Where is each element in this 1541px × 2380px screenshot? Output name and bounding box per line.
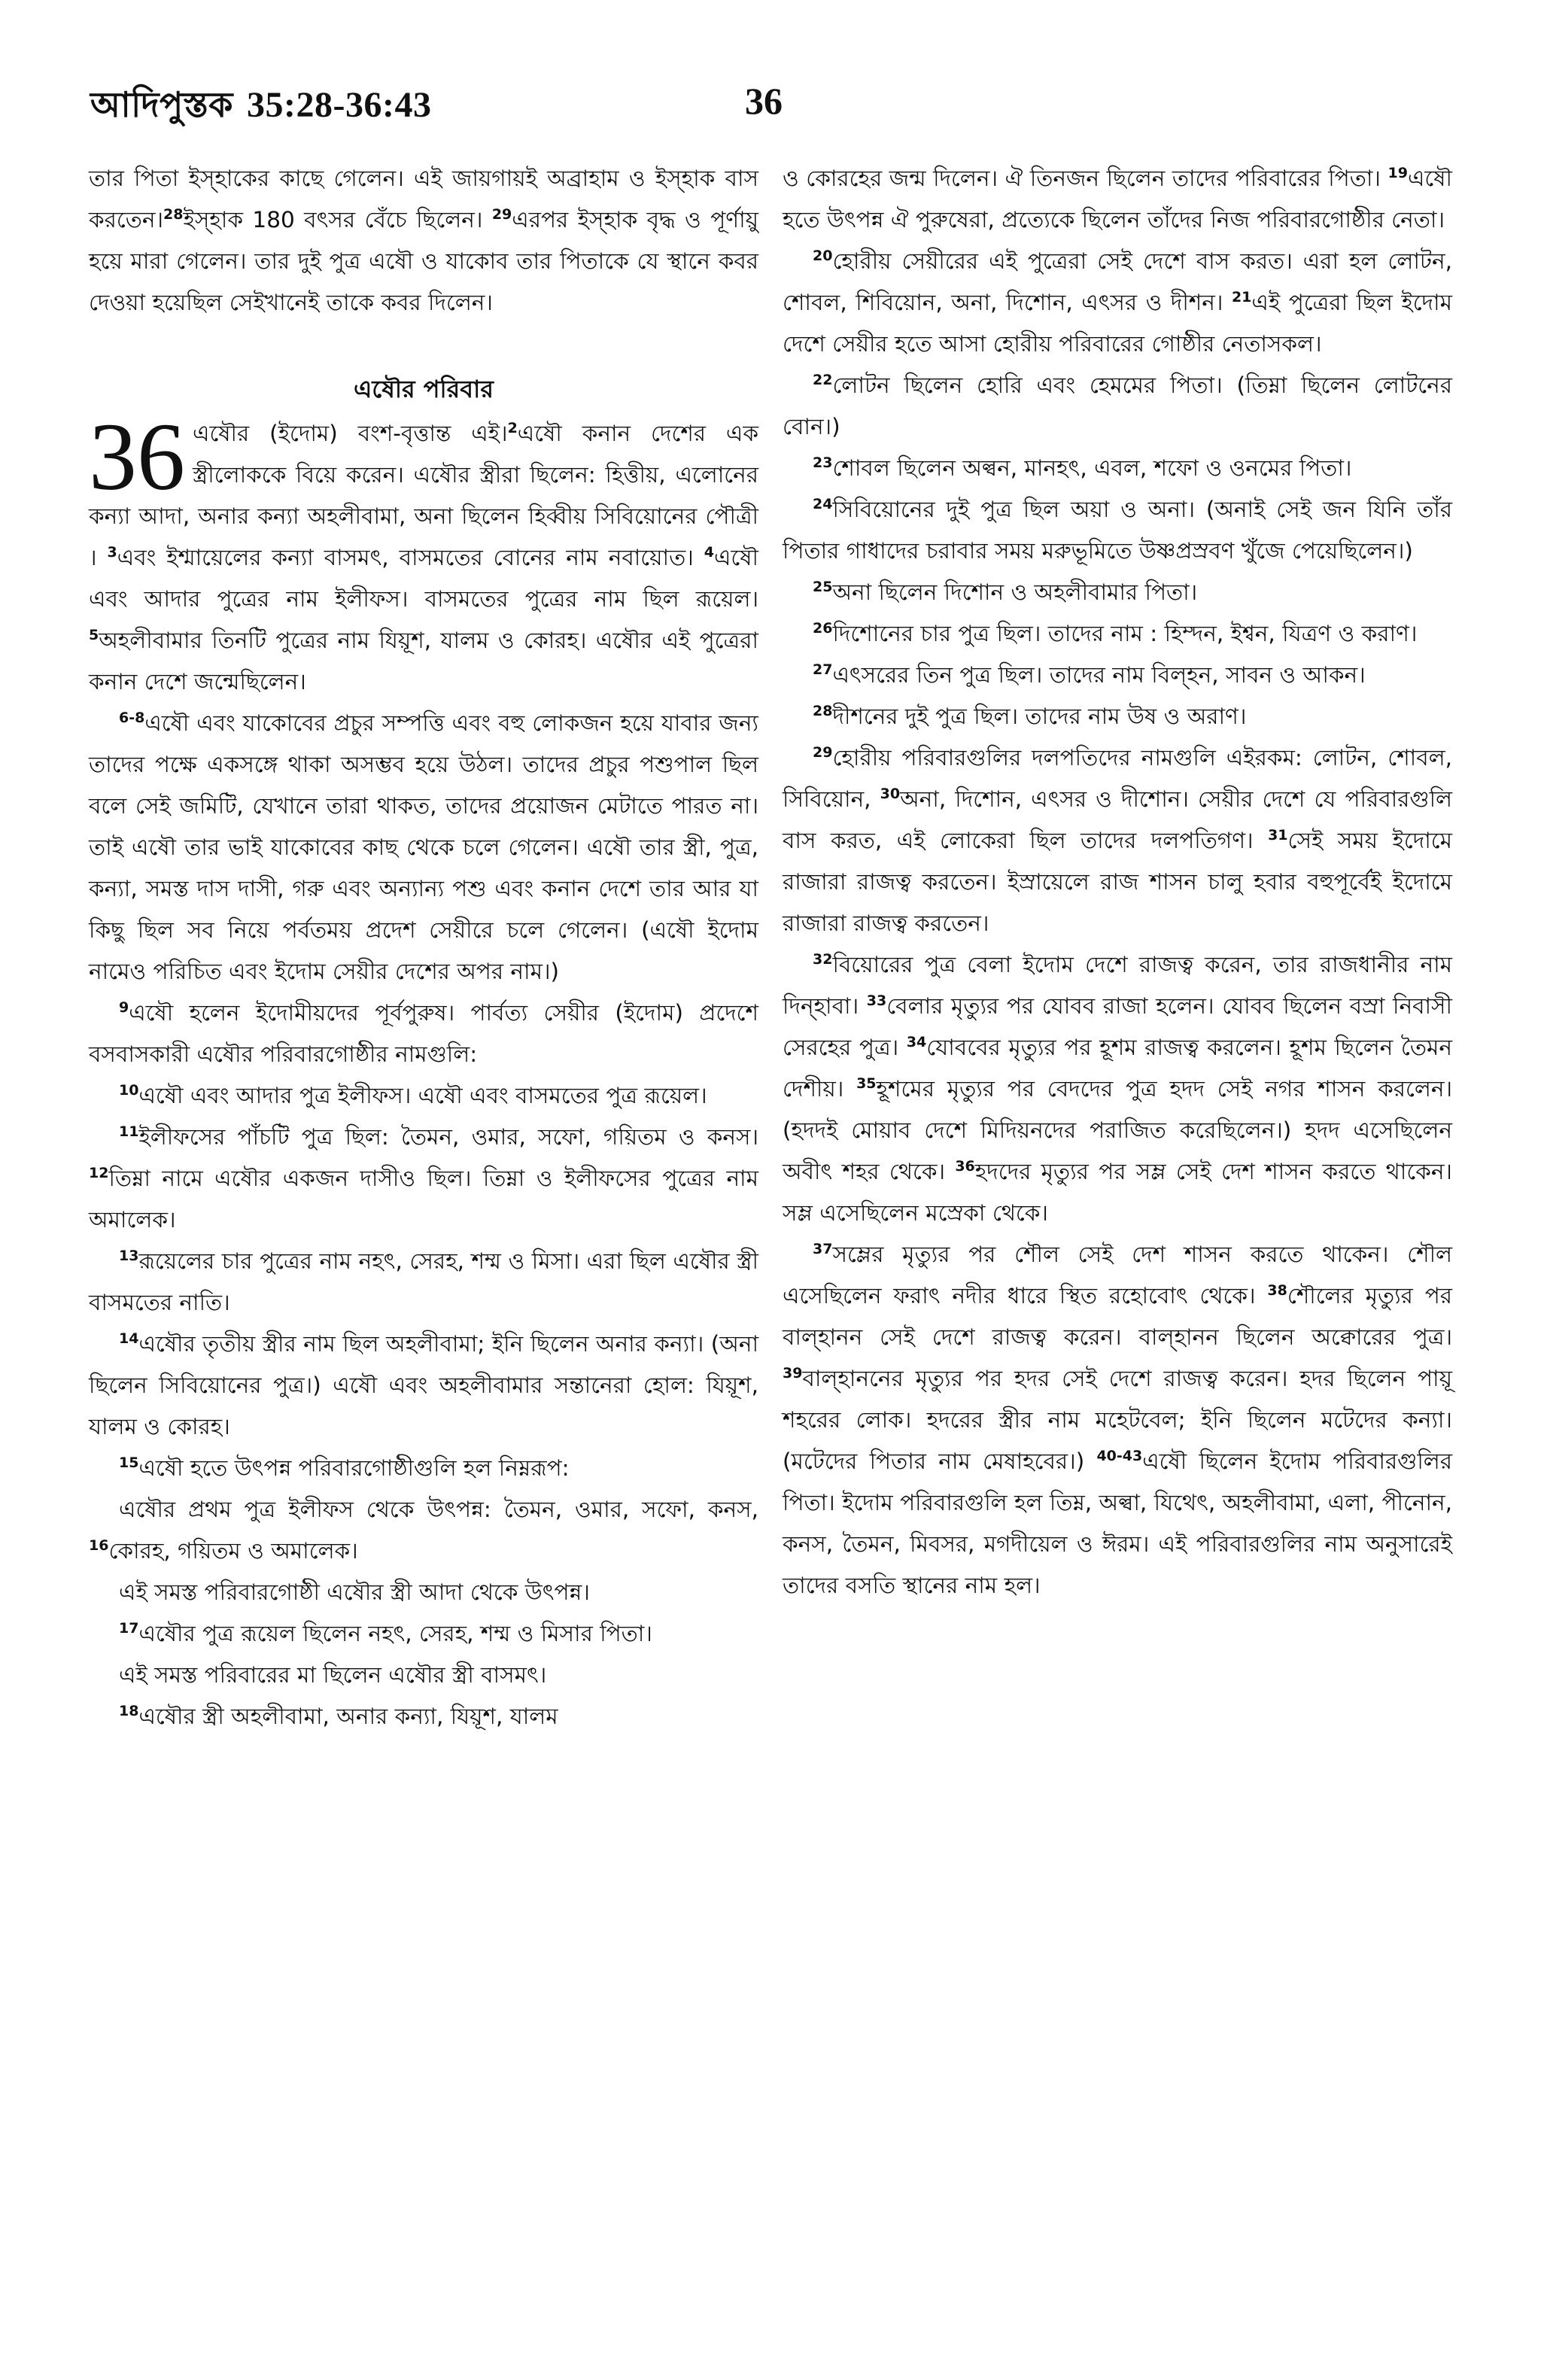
verse-text: শোবল ছিলেন অল্বন, মানহৎ, এবল, শফো ও ওনমের পিতা। (832, 455, 1352, 481)
verse-number: 34 (906, 1034, 927, 1051)
paragraph (89, 992, 758, 1075)
verse-number: 9 (119, 999, 129, 1017)
verse-number: 39 (783, 1365, 803, 1382)
verse-number: 24 (813, 496, 833, 513)
verse-number: 28 (163, 206, 184, 223)
verse-text: এষৌর প্রথম পুত্র ইলীফস থেকে উৎপন্ন: তৈমন, ওমার, সফো, কনস, (119, 1497, 758, 1522)
verse-number: 26 (813, 620, 833, 637)
verse-number: 17 (119, 1620, 139, 1637)
verse-text: এষৌ এবং আদার পুত্র ইলীফস। এষৌ এবং বাসমতের পুত্র রূয়েল। (138, 1083, 707, 1108)
paragraph (783, 241, 1452, 365)
verse-number: 15 (119, 1454, 139, 1472)
verse-number: 30 (880, 786, 901, 803)
verse-text: এষৌর পুত্র রূয়েল ছিলেন নহৎ, সেরহ, শম্ম ও মিসার পিতা। (138, 1621, 652, 1646)
verse-number: 29 (491, 206, 512, 223)
paragraph (89, 1075, 758, 1117)
verse-number: 3 (107, 544, 117, 561)
verse-number: 38 (1267, 1282, 1287, 1299)
verse-text: বিয়োরের পুত্র বেলা ইদোম দেশে রাজত্ব করেন, তার রাজধানীর নাম দিন্হাবা। (783, 952, 1452, 1019)
verse-text: হোরীয় সেয়ীরের এই পুত্রেরা সেই দেশে বাস করত। এরা হল লোটন, শোবল, শিবিয়োন, অনা, দিশোন, এৎসর ও দীশন। (783, 248, 1452, 315)
verse-text: ইলীফসের পাঁচটি পুত্র ছিল: তৈমন, ওমার, সফো, গয়িতম ও কনস। (138, 1124, 758, 1150)
verse-number: 37 (813, 1241, 833, 1258)
paragraph (89, 158, 758, 324)
verse-number: 11 (119, 1123, 139, 1141)
verse-text: অহলীবামার তিনটি পুত্রের নাম যিয়ূশ, যালম ও কোরহ। এষৌর এই পুত্রেরা কনান দেশে জন্মেছিলেন। (89, 628, 758, 695)
verse-text: এষৌ হতে উৎপন্ন পরিবারগোষ্ঠীগুলি হল নিম্নরূপ: (138, 1455, 570, 1481)
verse-number: 40-43 (1096, 1448, 1143, 1465)
verse-text: ইস্হাক 180 বৎসর বেঁচে ছিলেন। (183, 207, 483, 233)
paragraph (89, 403, 759, 703)
verse-text: হোরীয় পরিবারগুলির দলপতিদের নামগুলি এইরকম: লোটন, শোবল, সিবিয়োন, (783, 745, 1452, 812)
verse-text: ও কোরহের জন্ম দিলেন। ঐ তিনজন ছিলেন তাদের পরিবারের পিতা। (783, 166, 1381, 191)
paragraph (783, 158, 1452, 241)
verse-number: 6-8 (119, 710, 145, 727)
verse-text: রূয়েলের চার পুত্রের নাম নহৎ, সেরহ, শম্ম ও মিসা। এরা ছিল এষৌর স্ত্রী বাসমতের নাতি। (89, 1248, 758, 1315)
verse-number: 5 (89, 627, 99, 644)
paragraph (783, 696, 1452, 737)
verse-number: 32 (813, 951, 833, 968)
verse-text: কোরহ, গয়িতম ও অমালেক। (108, 1538, 358, 1564)
right-column (783, 158, 1452, 2325)
paragraph (783, 365, 1452, 448)
verse-text: সেই সময় ইদোমে রাজারা রাজত্ব করতেন। ইস্রায়েলে রাজ শাসন চালু হবার বহুপূর্বেই ইদোমে রাজারা রাজত্ব করতেন। (783, 828, 1453, 936)
verse-number: 14 (119, 1330, 139, 1348)
verse-number: 31 (1268, 827, 1288, 844)
verse-number: 12 (89, 1165, 109, 1182)
verse-text: এষৌর স্ত্রী অহলীবামা, অনার কন্যা, যিয়ূশ, যালম (138, 1704, 558, 1729)
verse-number: 28 (813, 703, 833, 720)
chapter-reference: 35:28-36:43 (246, 85, 432, 125)
paragraph (89, 1117, 758, 1241)
paragraph (783, 448, 1452, 489)
verse-number: 13 (119, 1248, 139, 1265)
verse-text: এবং ইশ্মায়েলের কন্যা বাসমৎ, বাসমতের বোনের নাম নবায়োত। (117, 545, 694, 570)
verse-text: এষৌ ছিলেন ইদোম পরিবারগুলির পিতা। ইদোম পরিবারগুলি হল তিম্ন, অল্বা, যিথেৎ, অহলীবামা, এলা, পীনোন, কনস, তৈমন, মিবসর, মগদীয়েল ও ঈরম। এই পরিবারগুলির নাম অনুসারেই তাদের বসতি স্থানের নাম হল। (783, 1448, 1452, 1598)
verse-text: তিম্না নামে এষৌর একজন দাসীও ছিল। তিম্না ও ইলীফসের পুত্রের নাম অমালেক। (89, 1166, 758, 1233)
paragraph (783, 944, 1452, 1234)
verse-text: সম্লের মৃত্যুর পর শৌল সেই দেশ শাসন করতে থাকেন। শৌল এসেছিলেন ফরাৎ নদীর ধারে স্থিত রহোবোৎ থেকে। (783, 1242, 1452, 1309)
paragraph (783, 655, 1452, 696)
paragraph (89, 703, 758, 992)
verse-number: 19 (1388, 165, 1408, 182)
verse-text: বাল্হাননের মৃত্যুর পর হদর সেই দেশে রাজত্ব করেন। হদর ছিলেন পায়ূ শহরের লোক। হদরের স্ত্রীর নাম মহেটবেল; ইনি ছিলেন মটেদের কন্যা। (মটেদের পিতার নাম মেষাহবের।) (783, 1366, 1452, 1474)
verse-text: দিশোনের চার পুত্র ছিল। তাদের নাম : হিম্দন, ইশ্বন, যিত্রণ ও করাণ। (832, 621, 1418, 646)
verse-number: 21 (1231, 289, 1252, 306)
verse-text: এই পুত্রেরা ছিল ইদোম দেশে সেয়ীর হতে আসা হোরীয় পরিবারের গোষ্ঠীর নেতাসকল। (783, 290, 1452, 357)
section-heading: এষৌর পরিবার (354, 375, 494, 403)
verse-text: এষৌ এবং যাকোবের প্রচুর সম্পত্তি এবং বহু লোকজন হয়ে যাবার জন্য তাদের পক্ষে একসঙ্গে থাকা অসম্ভব হয়ে উঠল। তাদের প্রচুর পশুপাল ছিল বলে সেই জমিটি, যেখানে তারা থাকত, তাদের প্রয়োজন মেটাতে পারত না। তাই এষৌ তার ভাই যাকোবের কাছ থেকে চলে গেলেন। এষৌ তার স্ত্রী, পুত্র, কন্যা, সমস্ত দাস দাসী, গরু এবং অন্যান্য পশু এবং কনান দেশে তার আর যা কিছু ছিল সব নিয়ে পর্বতময় প্রদেশ সেয়ীরে চলে গেলেন। (এষৌ ইদোম নামেও পরিচিত এবং ইদোম সেয়ীর দেশের অপর নাম।) (89, 710, 758, 984)
verse-text: যোববের মৃত্যুর পর হূশম রাজত্ব করলেন। হূশম ছিলেন তৈমন দেশীয়। (783, 1035, 1452, 1102)
paragraph (89, 1613, 758, 1655)
verse-text: লোটন ছিলেন হোরি এবং হেমমের পিতা। (তিম্না ছিলেন লোটনের বোন।) (783, 372, 1452, 439)
verse-number: 16 (89, 1537, 109, 1555)
paragraph (89, 1489, 758, 1572)
verse-text: সিবিয়োনের দুই পুত্র ছিল অয়া ও অনা। (অনাই সেই জন যিনি তাঁর পিতার গাধাদের চরাবার সময় মরুভূমিতে উষ্ণপ্রস্রবণ খুঁজে পেয়েছিলেন।) (783, 497, 1452, 564)
verse-number: 22 (813, 372, 833, 389)
verse-text: তার পিতা ইস্হাকের কাছে গেলেন। এই জায়গায়ই অব্রাহাম ও ইস্হাক বাস করতেন। (89, 166, 758, 233)
verse-number: 2 (507, 420, 518, 437)
running-head (90, 79, 431, 136)
verse-text: এষৌ হলেন ইদোমীয়দের পূর্বপুরুষ। পার্বত্য সেয়ীর (ইদোম) প্রদেশে বসবাসকারী এষৌর পরিবারগোষ্ঠীর নামগুলি: (89, 1000, 758, 1067)
paragraph (783, 572, 1452, 613)
verse-number: 33 (866, 992, 887, 1010)
verse-text: এই সমস্ত পরিবারের মা ছিলেন এষৌর স্ত্রী বাসমৎ। (119, 1662, 547, 1688)
verse-number: 27 (813, 661, 833, 679)
verse-number: 29 (813, 744, 833, 761)
verse-text: এষৌ এবং আদার পুত্রের নাম ইলীফস। বাসমতের পুত্রের নাম ছিল রূয়েল। (89, 545, 758, 612)
paragraph (783, 489, 1452, 572)
verse-number: 23 (813, 454, 833, 472)
verse-number: 35 (856, 1075, 877, 1093)
verse-text: এৎসরের তিন পুত্র ছিল। তাদের নাম বিল্হন, সাবন ও আকন। (832, 662, 1366, 688)
verse-text: হূশমের মৃত্যুর পর বেদদের পুত্র হদদ সেই নগর শাসন করলেন। (হদদই মোয়াব দেশে মিদিয়নদের পরাজিত করেছিলেন।) হদদ এসেছিলেন অবীৎ শহর থেকে। (783, 1076, 1452, 1184)
verse-number: 20 (813, 248, 833, 265)
paragraph (89, 1324, 758, 1448)
paragraph (783, 1234, 1452, 1606)
paragraph (89, 1655, 758, 1696)
verse-number: 25 (813, 579, 833, 596)
chapter-number: 36 (89, 403, 185, 510)
page-number: 36 (745, 80, 783, 122)
left-column (89, 158, 758, 2325)
verse-text: বেলার মৃত্যুর পর যোবব রাজা হলেন। যোবব ছিলেন বস্রা নিবাসী সেরহের পুত্র। (783, 993, 1452, 1060)
paragraph (89, 1448, 758, 1489)
paragraph (783, 737, 1452, 944)
verse-text: হদদের মৃত্যুর পর সম্ল সেই দেশ শাসন করতে থাকেন। সম্ল এসেছিলেন মস্রেকা থেকে। (783, 1159, 1452, 1226)
verse-number: 10 (119, 1082, 139, 1099)
verse-number: 18 (119, 1703, 139, 1720)
verse-text: এষৌ কনান দেশের এক স্ত্রীলোককে বিয়ে করেন। এষৌর স্ত্রীরা ছিলেন: হিত্তীয়, এলোনের কন্যা আদা, অনার কন্যা অহলীবামা, অনা ছিলেন হিব্বীয় সিবিয়োনের পৌত্রী । (89, 421, 759, 570)
verse-text: এষৌ হতে উৎপন্ন ঐ পুরুষেরা, প্রত্যেকে ছিলেন তাঁদের নিজ পরিবারগোষ্ঠীর নেতা। (783, 166, 1452, 233)
verse-text: এষৌর তৃতীয় স্ত্রীর নাম ছিল অহলীবামা; ইনি ছিলেন অনার কন্যা। (অনা ছিলেন সিবিয়োনের পুত্র।) এষৌ এবং অহলীবামার সন্তানেরা হোল: যিয়ূশ, যালম ও কোরহ। (89, 1331, 758, 1439)
verse-text: দীশনের দুই পুত্র ছিল। তাদের নাম উষ ও অরাণ। (832, 704, 1247, 729)
verse-text: এরপর ইস্হাক বৃদ্ধ ও পূর্ণায়ু হয়ে মারা গেলেন। তার দুই পুত্র এষৌ ও যাকোব তার পিতাকে যে স্থানে কবর দেওয়া হয়েছিল সেইখানেই তাকে কবর দিলেন। (89, 207, 758, 315)
page-header (90, 79, 1467, 139)
verse-text: অনা, দিশোন, এৎসর ও দীশোন। সেয়ীর দেশে যে পরিবারগুলি বাস করত, এই লোকেরা ছিল তাদের দলপতিগণ। (783, 786, 1452, 853)
paragraph (89, 1696, 758, 1737)
verse-text: এই সমস্ত পরিবারগোষ্ঠী এষৌর স্ত্রী আদা থেকে উৎপন্ন। (119, 1579, 590, 1605)
verse-text: এষৌর (ইদোম) বংশ-বৃত্তান্ত এই। (193, 421, 508, 446)
paragraph (89, 1572, 758, 1613)
verse-number: 36 (955, 1158, 975, 1175)
verse-text: শৌলের মৃত্যুর পর বাল্হানন সেই দেশে রাজত্ব করেন। বাল্হানন ছিলেন অক্বোরের পুত্র। (783, 1283, 1452, 1350)
verse-number: 4 (704, 544, 714, 561)
paragraph (783, 613, 1452, 655)
verse-text: অনা ছিলেন দিশোন ও অহলীবামার পিতা। (832, 579, 1198, 605)
paragraph (89, 1241, 758, 1324)
book-title: আদিপুস্তক (90, 84, 233, 125)
